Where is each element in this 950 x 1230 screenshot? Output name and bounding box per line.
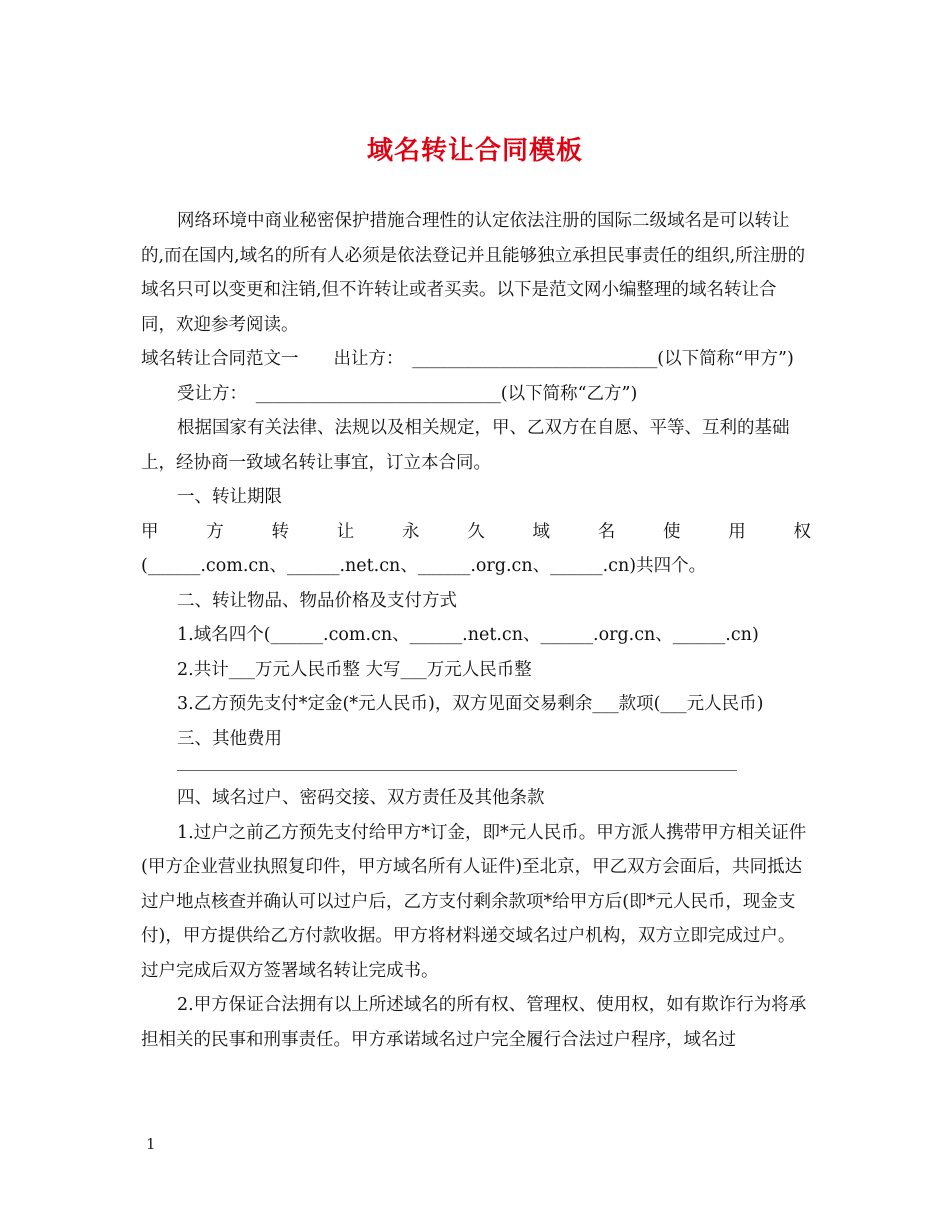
spread-char: 名 — [597, 521, 616, 542]
section-2-item-2: 2.共计___万元人民币整 大写___万元人民币整 — [177, 659, 532, 680]
spread-char: 永 — [402, 521, 420, 542]
section-1-domains: (______.com.cn、______.net.cn、______.org.cn、______.cn)共四个。 — [141, 556, 707, 576]
section-2-heading: 二、转让物品、物品价格及支付方式 — [177, 590, 457, 611]
document-title: 域名转让合同模板 — [366, 136, 583, 166]
spread-char: 方 — [206, 521, 224, 542]
basis-paragraph: 根据国家有关法律、法规以及相关规定，甲、乙双方在自愿、平等、互利的基础上，经协商一致域名转让事宜，订立本合同。 — [141, 418, 790, 473]
section-4-heading: 四、域名过户、密码交接、双方责任及其他条款 — [177, 788, 545, 808]
document-body — [141, 204, 811, 1057]
spread-char: 让 — [336, 521, 355, 542]
section-4-item-1: 1.过户之前乙方预先支付给甲方*订金，即*元人民币。甲方派人携带甲方相关证件(甲方企业营业执照复印件，甲方域名所有人证件)至北京，甲乙双方会面后，共同抵达过户地点核查并确认可以过户后，乙方支付剩余款项*给甲方后(即*元人民币，现金支付)，甲方提供给乙方付款收据。甲方将材料递交域名过户机构，双方立即完成过户。过户完成后双方签署域名转让完成书。 — [141, 822, 807, 981]
section-3-heading: 三、其他费用 — [177, 728, 282, 749]
section-1-heading: 一、转让期限 — [177, 487, 282, 507]
section-2-item-3: 3.乙方预先支付*定金(*元人民币)，双方见面交易剩余___款项(___元人民币) — [177, 694, 764, 714]
section-1-spread-line — [141, 515, 811, 550]
seller-line: 域名转让合同范文一 出让方： ____________________________(以下简称“甲方”) — [141, 349, 794, 369]
spread-char: 用 — [728, 521, 746, 542]
section-2-item-1: 1.域名四个(______.com.cn、______.net.cn、______.org.cn、______.cn) — [177, 625, 759, 645]
spread-char: 域 — [532, 521, 550, 542]
spread-char: 甲 — [141, 521, 159, 542]
page-number: 1 — [146, 1135, 156, 1153]
spread-char: 使 — [663, 521, 681, 542]
spread-char: 转 — [271, 521, 289, 542]
spread-char: 权 — [793, 521, 811, 542]
spread-char: 久 — [467, 521, 485, 542]
section-4-item-2: 2.甲方保证合法拥有以上所述域名的所有权、管理权、使用权，如有欺诈行为将承担相关的民事和刑事责任。甲方承诺域名过户完全履行合法过户程序，域名过 — [141, 995, 807, 1050]
intro-paragraph: 网络环境中商业秘密保护措施合理性的认定依法注册的国际二级域名是可以转让的,而在国内,域名的所有人必须是依法登记并且能够独立承担民事责任的组织,所注册的域名只可以变更和注销,但不许转让或者买卖。以下是范文网小编整理的域名转让合同，欢迎参考阅读。 — [141, 211, 806, 335]
blank-fill-line — [177, 770, 737, 771]
buyer-line: 受让方： ____________________________(以下简称“乙方”) — [177, 383, 638, 404]
